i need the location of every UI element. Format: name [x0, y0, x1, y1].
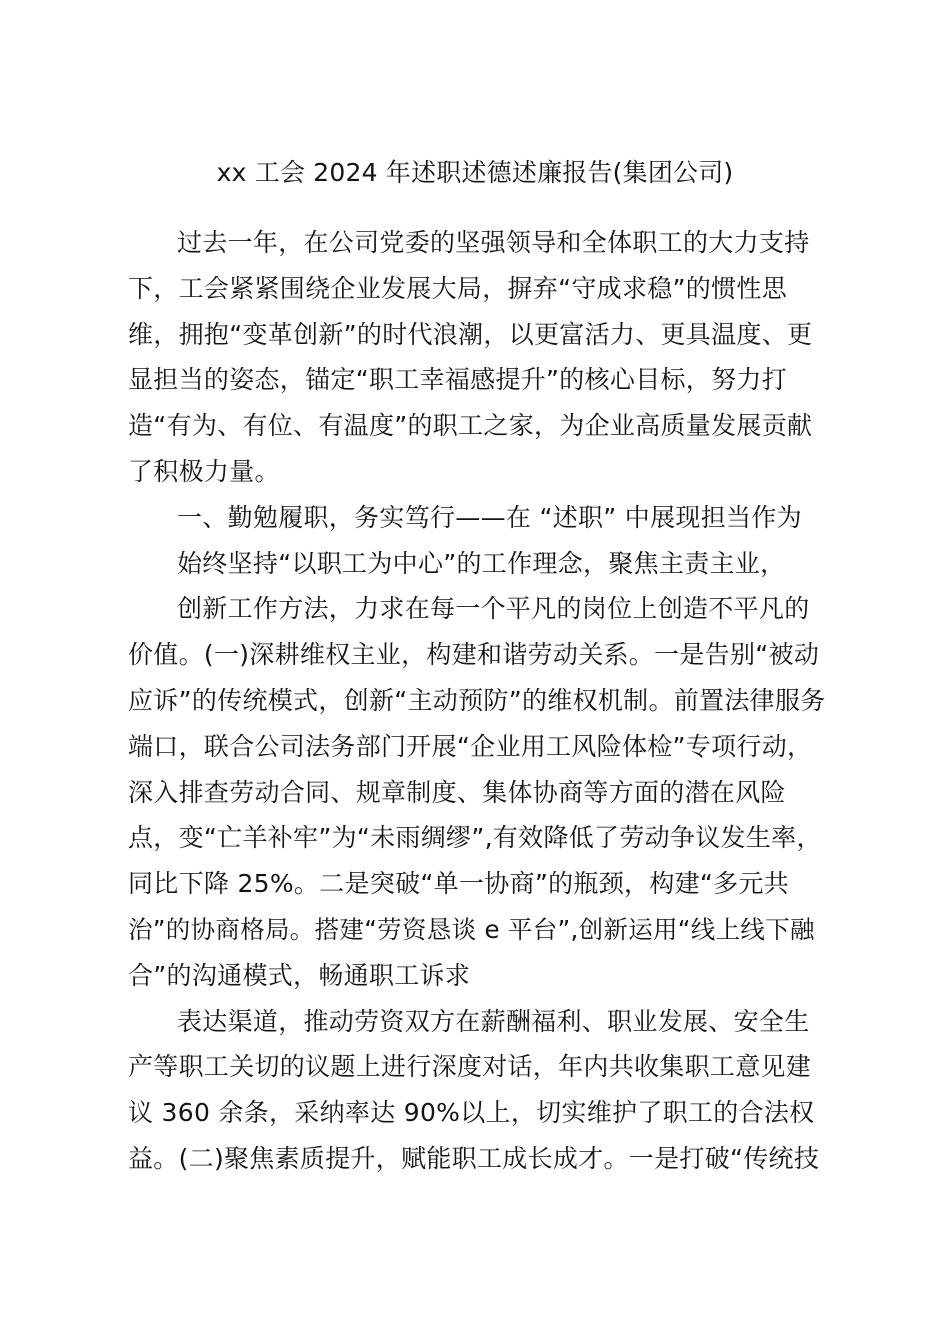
text-line: 表达渠道，推动劳资双方在薪酬福利、职业发展、安全生 [177, 1006, 810, 1036]
text-line: 点，变“亡羊补牢”为“未雨绸缪”,有效降低了劳动争议发生率， [128, 823, 822, 853]
text-line: 创新工作方法，力求在每一个平凡的岗位上创造不平凡的 [177, 594, 810, 624]
text-line: 下，工会紧紧围绕企业发展大局，摒弃“守成求稳”的惯性思 [128, 273, 788, 303]
text-line: 价值。(一)深耕维权主业，构建和谐劳动关系。一是告别“被动 [128, 640, 820, 670]
text-line: 益。(二)聚焦素质提升，赋能职工成长成才。一是打破“传统技 [128, 1143, 820, 1173]
text-line: 合”的沟通模式，畅通职工诉求 [128, 960, 471, 990]
text-line: 应诉”的传统模式，创新“主动预防”的维权机制。前置法律服务 [128, 685, 826, 715]
text-line: 始终坚持“以职工为中心”的工作理念，聚焦主责主业， [177, 548, 786, 578]
text-line: 端口，联合公司法务部门开展“企业用工风险体检”专项行动， [128, 731, 813, 761]
text-line: 深入排查劳动合同、规章制度、集体协商等方面的潜在风险 [128, 777, 786, 807]
text-line: 一、勤勉履职，务实笃行——在 “述职” 中展现担当作为 [177, 502, 802, 532]
text-line: 显担当的姿态，锚定“职工幸福感提升”的核心目标，努力打 [128, 365, 788, 395]
text-line: 造“有为、有位、有温度”的职工之家，为企业高质量发展贡献 [128, 411, 813, 441]
text-line: 治”的协商格局。搭建“劳资恳谈 e 平台”,创新运用“线上线下融 [128, 914, 815, 944]
document-body [128, 220, 828, 1182]
text-line: 产等职工关切的议题上进行深度对话，年内共收集职工意见建 [128, 1052, 812, 1082]
text-line: 过去一年，在公司党委的坚强领导和全体职工的大力支持 [177, 228, 810, 257]
text-line: 维，拥抱“变革创新”的时代浪潮，以更富活力、更具温度、更 [128, 319, 813, 349]
text-line: 了积极力量。 [128, 456, 280, 486]
text-line: 议 360 余条，采纳率达 90%以上，切实维护了职工的合法权 [128, 1098, 815, 1128]
text-line: 同比下降 25%。二是突破“单一协商”的瓶颈，构建“多元共 [128, 869, 790, 899]
document-title: xx 工会 2024 年述职述德述廉报告(集团公司) [216, 158, 734, 187]
